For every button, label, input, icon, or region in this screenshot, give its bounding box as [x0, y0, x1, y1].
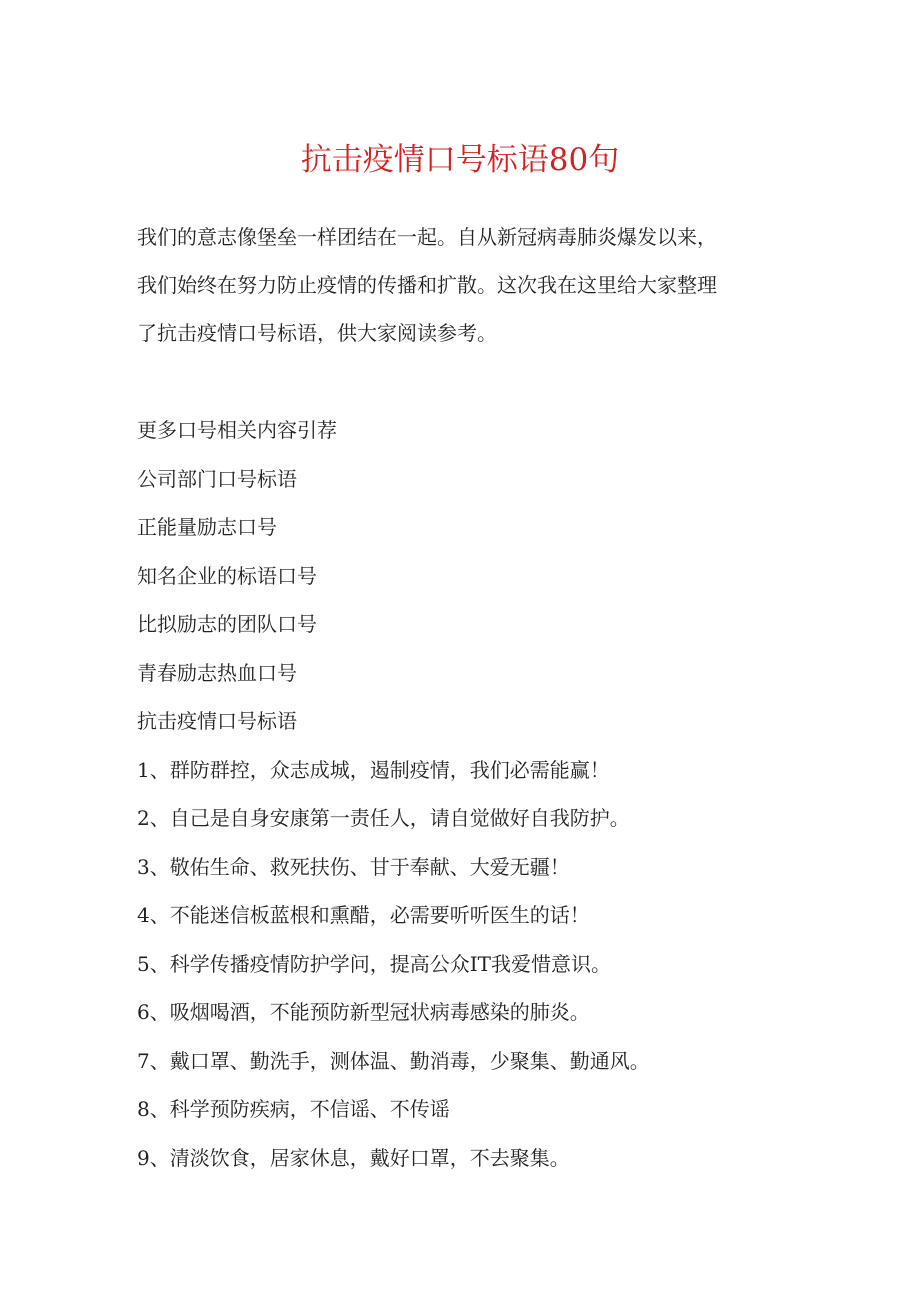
slogan-item: 9、清淡饮食，居家休息，戴好口罩，不去聚集。	[137, 1145, 570, 1170]
intro-line: 我们始终在努力防止疫情的传播和扩散。这次我在这里给大家整理	[137, 273, 717, 297]
slogan-item: 8、科学预防疾病，不信谣、不传谣	[137, 1097, 450, 1121]
related-heading: 更多口号相关内容引荐	[137, 418, 337, 442]
page-title: 抗击疫情口号标语80句	[300, 142, 620, 178]
intro-paragraph	[137, 213, 787, 357]
slogan-item: 7、戴口罩、勤洗手，测体温、勤消毒，少聚集、勤通风。	[137, 1048, 650, 1073]
related-link[interactable]: 知名企业的标语口号	[137, 563, 317, 588]
related-link[interactable]: 正能量励志口号	[137, 515, 277, 539]
intro-line: 了抗击疫情口号标语，供大家阅读参考。	[137, 321, 497, 345]
related-link[interactable]: 比拟励志的团队口号	[137, 612, 317, 636]
related-link[interactable]: 青春励志热血口号	[137, 660, 297, 685]
content-list	[137, 406, 817, 1182]
slogan-item: 5、科学传播疫情防护学问，提高公众IT我爱惜意识。	[137, 951, 611, 976]
related-link[interactable]: 公司部门口号标语	[137, 466, 297, 491]
slogan-item: 4、不能迷信板蓝根和熏醋，必需要听听医生的话！	[137, 903, 590, 927]
slogan-item: 2、自己是自身安康第一责任人，请自觉做好自我防护。	[137, 806, 630, 830]
slogan-item: 3、敬佑生命、救死扶伤、甘于奉献、大爱无疆！	[137, 854, 570, 879]
slogan-item: 1、群防群控，众志成城，遏制疫情，我们必需能赢！	[137, 757, 610, 782]
related-link[interactable]: 抗击疫情口号标语	[137, 709, 297, 733]
intro-line: 我们的意志像堡垒一样团结在一起。自从新冠病毒肺炎爆发以来，	[137, 225, 717, 249]
slogan-item: 6、吸烟喝酒，不能预防新型冠状病毒感染的肺炎。	[137, 1000, 590, 1024]
